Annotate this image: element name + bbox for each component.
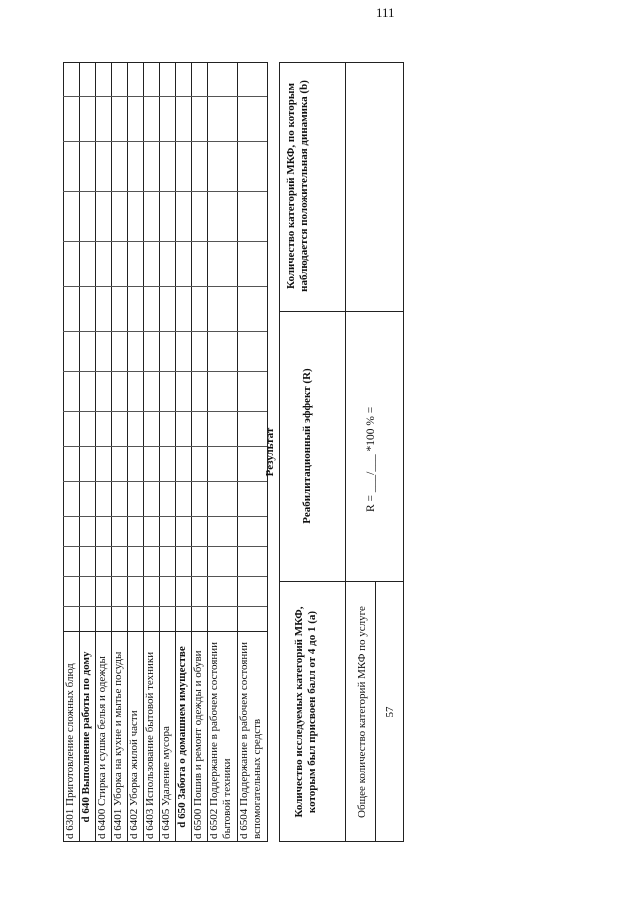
result-line bbox=[279, 311, 403, 312]
category-row: d 6301 Приготовление сложных блюд bbox=[64, 663, 76, 839]
table-line bbox=[63, 96, 267, 97]
table-line bbox=[95, 62, 96, 842]
formula-text: R = ___/___ *100 % = bbox=[365, 406, 377, 512]
table-line bbox=[191, 62, 192, 842]
result-line bbox=[279, 581, 403, 582]
result-line bbox=[279, 841, 403, 842]
table-line bbox=[63, 576, 267, 577]
result-line bbox=[279, 62, 280, 842]
rotated-table bbox=[63, 62, 415, 842]
result-title: Результат bbox=[264, 427, 276, 477]
category-group-header: d 640 Выполнение работы по дому bbox=[80, 651, 92, 823]
table-line bbox=[63, 516, 267, 517]
table-line bbox=[237, 62, 238, 842]
table-line bbox=[63, 241, 267, 242]
result-line bbox=[345, 62, 346, 842]
table-line bbox=[63, 286, 267, 287]
table-line bbox=[63, 631, 267, 632]
table-line bbox=[63, 191, 267, 192]
category-row: d 6400 Стирка и сушка белья и одежды bbox=[96, 656, 108, 839]
table-line bbox=[175, 62, 176, 842]
table-line bbox=[63, 141, 267, 142]
table-line bbox=[143, 62, 144, 842]
table-line bbox=[63, 331, 267, 332]
category-group-header: d 650 Забота о домашнем имуществе bbox=[176, 646, 188, 828]
table-line bbox=[63, 606, 267, 607]
total-label: Общее количество категорий МКФ по услуге bbox=[356, 606, 368, 818]
table-line bbox=[63, 446, 267, 447]
table-line bbox=[159, 62, 160, 842]
result-line bbox=[375, 582, 376, 842]
table-line bbox=[63, 62, 267, 63]
category-row: d 6402 Уборка жилой части bbox=[128, 710, 140, 839]
table-line bbox=[111, 62, 112, 842]
table-line bbox=[63, 841, 267, 842]
category-row: d 6500 Пошив и ремонт одежды и обуви bbox=[192, 650, 204, 839]
col-a-header: Количество исследуемых категорий МКФ, которым был присвоен балл от 4 до 1 (a) bbox=[293, 606, 318, 818]
category-row: d 6504 Поддержание в рабочем состоянии вспомогательных средств bbox=[238, 641, 263, 839]
col-b-header: Количество категорий МКФ, по которым наблюдается положительная динамика (b) bbox=[285, 80, 310, 292]
table-line bbox=[63, 411, 267, 412]
table-line bbox=[63, 371, 267, 372]
result-line bbox=[279, 62, 403, 63]
category-row: d 6403 Использование бытовой техники bbox=[144, 651, 156, 839]
table-line bbox=[207, 62, 208, 842]
table-line bbox=[63, 62, 64, 842]
table-line bbox=[79, 62, 80, 842]
total-value: 57 bbox=[384, 706, 396, 718]
category-row: d 6401 Уборка на кухне и мытье посуды bbox=[112, 651, 124, 839]
page-number: 111 bbox=[376, 5, 395, 20]
category-row: d 6405 Удаление мусора bbox=[160, 726, 172, 839]
table-line bbox=[63, 481, 267, 482]
category-row: d 6502 Поддержание в рабочем состоянии бытовой техники bbox=[208, 641, 233, 839]
table-line bbox=[127, 62, 128, 842]
result-line bbox=[403, 62, 404, 842]
col-r-header: Реабилитационный эффект (R) bbox=[301, 368, 313, 524]
table-line bbox=[63, 546, 267, 547]
